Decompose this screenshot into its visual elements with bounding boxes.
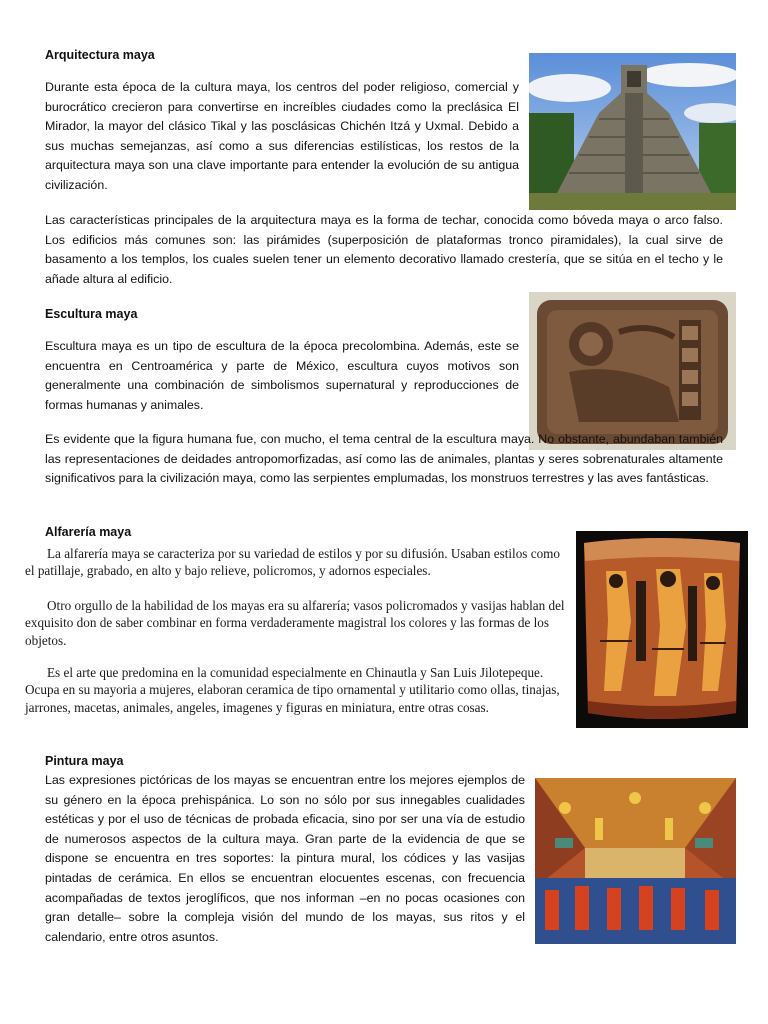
heading-escultura: Escultura maya [45,307,138,321]
paragraph-alfareria-3: Es el arte que predomina en la comunidad especialmente en Chinautla y San Luis Jilotepeque. Ocupa en su mayoria a mujeres, elaboran ceramica de tipo ornamental y utilitario como ollas, tinajas, jarrones, macetas, animales, angeles, imagenes y figuras en miniatura, entre otras cosas. [25,665,560,715]
paragraph-escultura-1: Escultura maya es un tipo de escultura de la época precolombina. Además, este se encuentra en Centroamérica y parte de México, escultura cuyos motivos son generalmente una combinación de simbolismos supernatural y reproducciones de formas humanas y animales. [45,339,519,412]
paragraph-pintura-1: Las expresiones pictóricas de los mayas se encuentran entre los mejores ejemplos de su género en la época prehispánica. Lo son no sólo por sus innegables cualidades estéticas y por el uso de técnicas de probada eficacia, sino por ser una vía de estudio de numerosos aspectos de la cultura maya. Gran parte de la evidencia de que se dispone se encuentra en tres soportes: la pintura mural, los códices y las vasijas pintadas de cerámica. En ellos se encuentran elocuentes escenas, con frecuencia acompañadas de textos jeroglíficos, que nos informan –en no pocas ocasiones con gran detalle– sobre la compleja visión del mundo de los mayas, sus ritos y el calendario, entre otros asuntos. [45,773,525,944]
paragraph-escultura-2: Es evidente que la figura humana fue, con mucho, el tema central de la escultura maya. No obstante, abundaban también las representaciones de deidades antropomorfizadas, así como las de animales, plantas y seres sobrenaturales altamente significativos para la civilización maya, como las serpientes emplumadas, los monstruos terrestres y las aves fantásticas. [45,432,723,486]
vase-photo [576,531,748,728]
pyramid-photo [529,53,736,210]
paragraph-alfareria-1: La alfarería maya se caracteriza por su variedad de estilos y por su difusión. Usaban estilos como el patillaje, grabado, en alto y bajo relieve, policromos, y adornos especiales. [25,546,561,579]
paragraph-alfareria-2: Otro orgullo de la habilidad de los mayas era su alfarería; vasos policromados y vasijas hablan del exquisito don de saber combinar en forma verdaderamente magistral los colores y las formas de los objetos. [25,598,565,648]
mural-photo [535,778,736,944]
heading-arquitectura: Arquitectura maya [45,48,155,62]
sculpture-photo [529,292,736,450]
heading-alfareria: Alfarería maya [45,525,132,539]
paragraph-arquitectura-2: Las características principales de la arquitectura maya es la forma de techar, conocida como bóveda maya o arco falso. Los edificios más comunes son: las pirámides (superposición de plataformas tronco piramidales), la cual sirve de basamento a los templos, los cuales suelen tener un elemento decorativo llamado crestería, que se sitúa en el techo y le añade altura al edificio. [45,213,723,286]
heading-pintura: Pintura maya [45,754,124,768]
paragraph-arquitectura-1: Durante esta época de la cultura maya, los centros del poder religioso, comercial y burocrático crecieron para convertirse en increíbles ciudades como la preclásica El Mirador, la mayor del clásico Tikal y las posclásicas Chichén Itzá y Uxmal. Debido a sus muchas semejanzas, así como a sus diferencias estilísticas, los restos de la arquitectura maya son una clave importante para entender la evolución de su antigua civilización. [45,80,519,192]
